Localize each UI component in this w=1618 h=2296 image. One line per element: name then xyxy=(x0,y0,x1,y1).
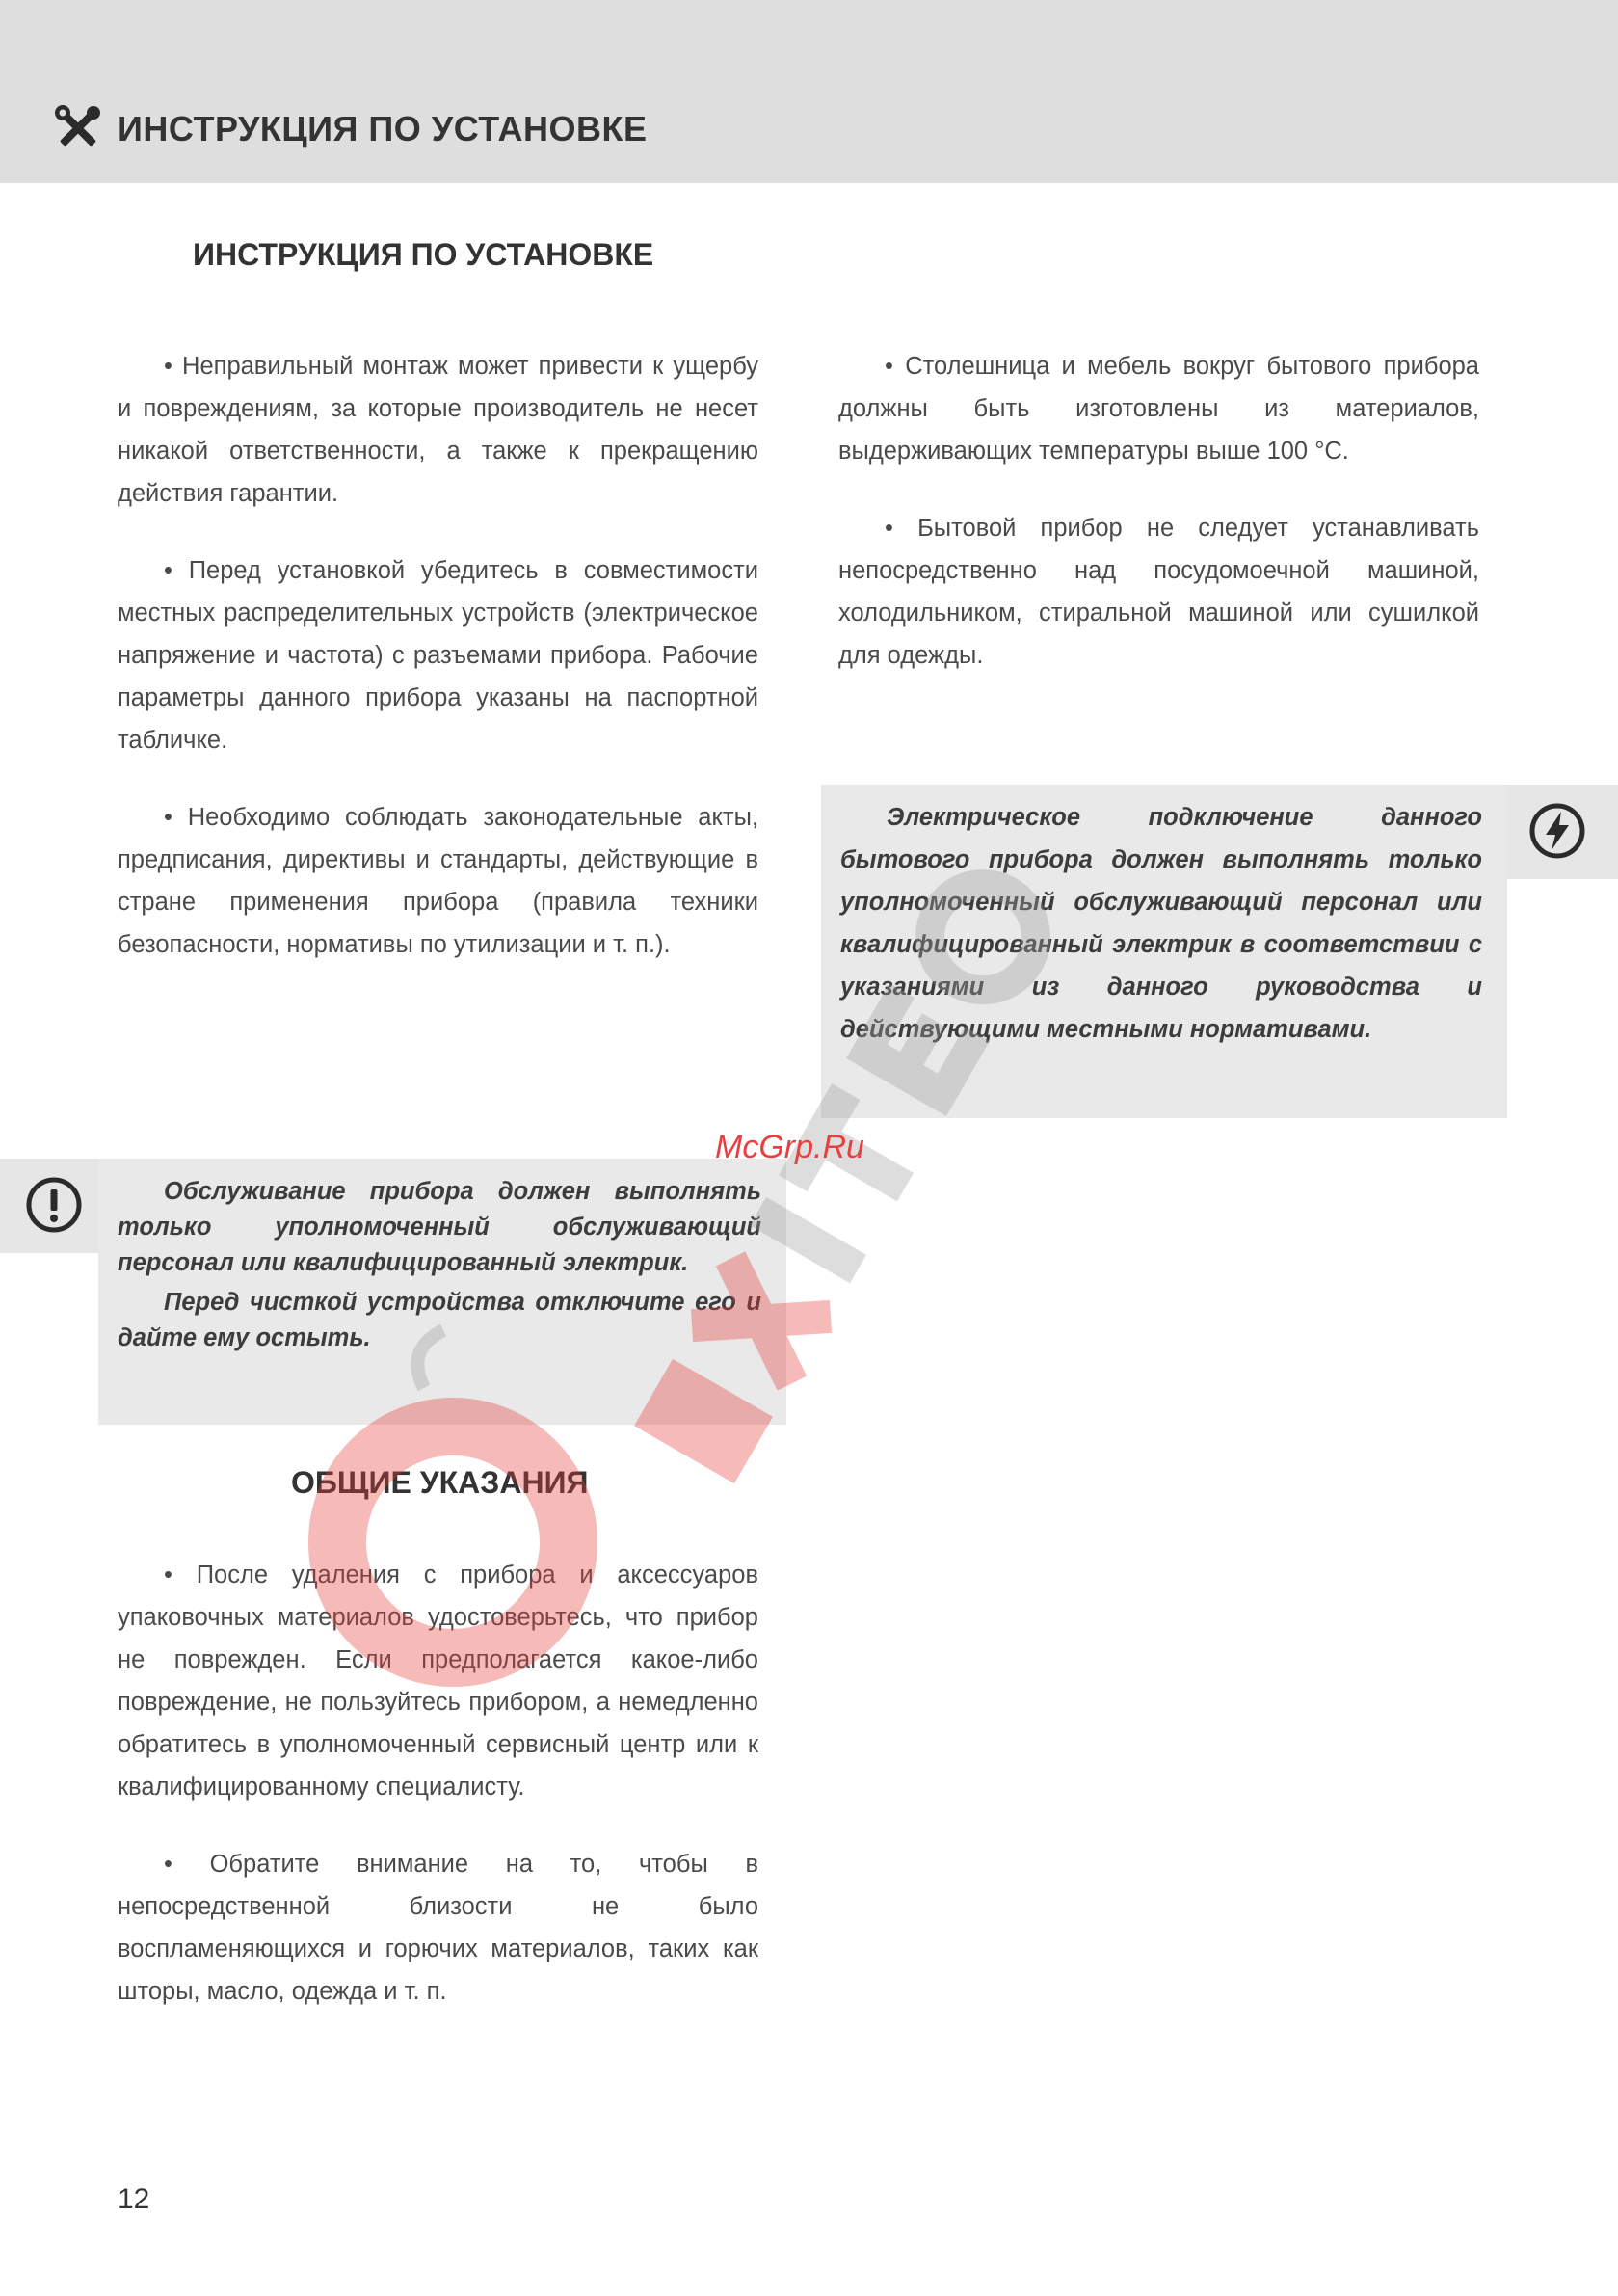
left-column xyxy=(118,345,758,966)
service-note-line-2: Перед чисткой устройства отключите его и дайте ему остыть. xyxy=(118,1289,761,1351)
header-band xyxy=(0,0,1618,183)
lightning-icon xyxy=(1528,802,1586,860)
left-paragraph-2: • Перед установкой убедитесь в совместимости местных распределительных устройств (электрическое напряжение и частота) с разъемами прибора. Рабочие параметры данного прибора указаны на паспортной табличке. xyxy=(118,557,758,754)
watermark-url: McGrp.Ru xyxy=(715,1129,864,1165)
general-paragraph-1: • После удаления с прибора и аксессуаров упаковочных материалов удостоверьтесь, что прибор не поврежден. Если предполагается какое-либо повреждение, не пользуйтесь прибором, а немедленно обратитесь в уполномоченный сервисный центр или к квалифицированному специалисту. xyxy=(118,1562,758,1801)
page-number: 12 xyxy=(118,2183,150,2215)
install-section-title: ИНСТРУКЦИЯ ПО УСТАНОВКЕ xyxy=(193,237,654,272)
tools-icon xyxy=(54,104,102,152)
general-column xyxy=(118,1554,758,2013)
exclamation-icon xyxy=(25,1176,83,1234)
right-paragraph-1: • Столешница и мебель вокруг бытового прибора должны быть изготовлены из материалов, выдерживающих температуры выше 100 °C. xyxy=(838,353,1479,465)
general-section-title: ОБЩИЕ УКАЗАНИЯ xyxy=(291,1465,589,1500)
general-paragraph-2: • Обратите внимание на то, чтобы в непосредственной близости не было воспламеняющихся и горючих материалов, таких как шторы, масло, одежда и т. п. xyxy=(118,1851,758,2005)
electric-note-text xyxy=(840,796,1482,1051)
header-title: ИНСТРУКЦИЯ ПО УСТАНОВКЕ xyxy=(118,109,648,148)
service-note-line-1: Обслуживание прибора должен выполнять только уполномоченный обслуживающий персонал или квалифицированный электрик. xyxy=(118,1178,761,1276)
left-paragraph-3: • Необходимо соблюдать законодательные акты, предписания, директивы и стандарты, действующие в стране применения прибора (правила техники безопасности, нормативы по утилизации и т. п.). xyxy=(118,804,758,958)
electric-note-paragraph: Электрическое подключение данного бытового прибора должен выполнять только уполномоченный обслуживающий персонал или квалифицированный электрик в соответствии с указаниями из данного руководства и действующими местными нормативами. xyxy=(840,804,1482,1043)
service-note-text xyxy=(118,1174,761,1356)
right-paragraph-2: • Бытовой прибор не следует устанавливать непосредственно над посудомоечной машиной, холодильником, стиральной машиной или сушилкой для одежды. xyxy=(838,515,1479,669)
left-paragraph-1: • Неправильный монтаж может привести к ущербу и повреждениям, за которые производитель не несет никакой ответственности, а также к прекращению действия гарантии. xyxy=(118,353,758,507)
right-column xyxy=(838,345,1479,677)
